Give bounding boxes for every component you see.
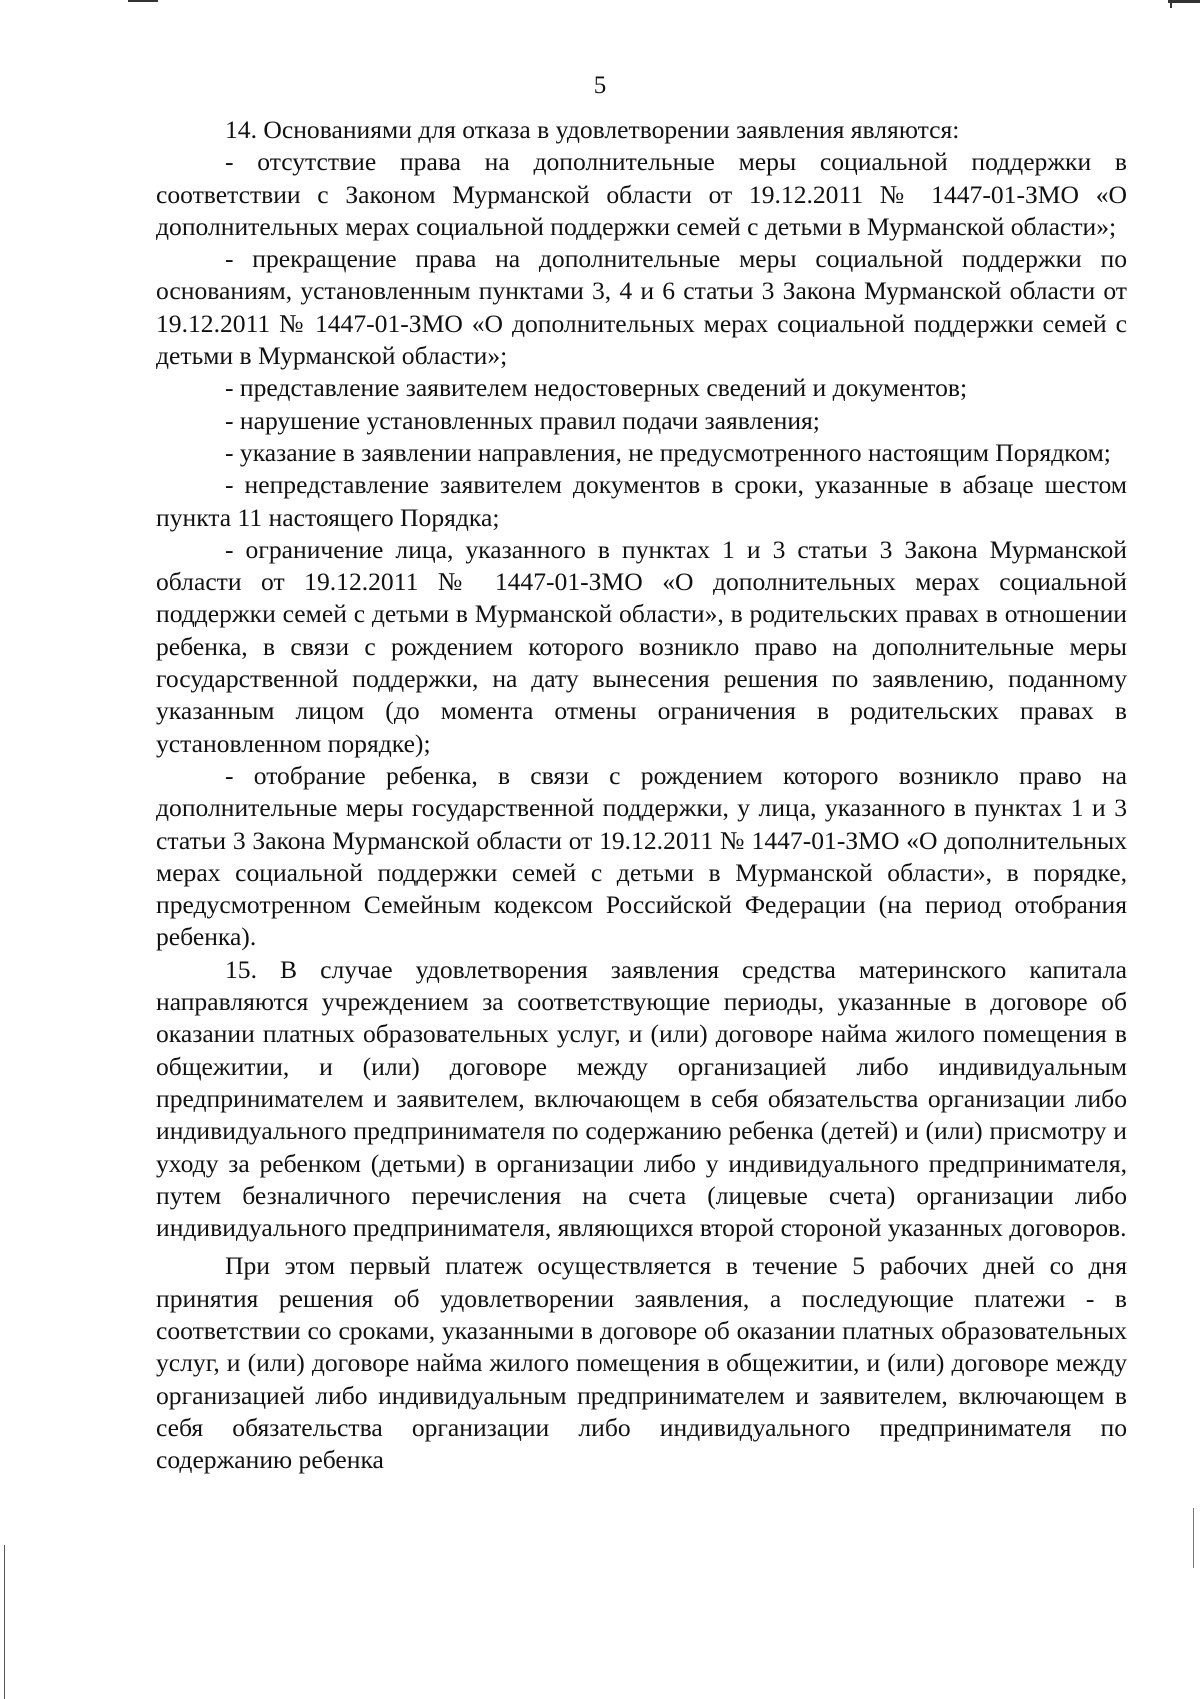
paragraph-list-item: - отобрание ребенка, в связи с рождением которого возникло право на дополнительные меры государственной поддержки, у лица, указанного в пунктах 1 и 3 статьи 3 Закона Мурманской области от 19.12.2011 № 1447-01-ЗМО «О дополнительных мерах социальной поддержки семей с детьми в Мурманской области», в порядке, предусмотренном Семейным кодексом Российской Федерации (на период отобрания ребенка). [156, 760, 1127, 952]
paragraph-list-item: - представление заявителем недостоверных сведений и документов; [225, 373, 968, 403]
paragraph-list-item: - отсутствие права на дополнительные меры социальной поддержки в соответствии с Законом Мурманской области от 19.12.2011 № 1447-01-ЗМО «О дополнительных мерах социальной поддержки семей с детьми в Мурманской области»; [156, 147, 1127, 241]
paragraph-list-item: - непредставление заявителем документов в сроки, указанные в абзаце шестом пункта 11 настоящего Порядка; [156, 470, 1127, 532]
paragraph-clause-15: 15. В случае удовлетворения заявления средства материнского капитала направляются учреждением за соответствующие периоды, указанные в договоре об оказании платных образовательных услуг, и (или) договоре найма жилого помещения в общежитии, и (или) договоре между организацией либо индивидуальным предпринимателем и заявителем, включающем в себя обязательства организации либо индивидуального предпринимателя по содержанию ребенка (детей) и (или) присмотру и уходу за ребенком (детьми) в организации либо у индивидуального предпринимателя, путем безналичного перечисления на счета (лицевые счета) организации либо индивидуального предпринимателя, являющихся второй стороной указанных договоров. [156, 954, 1127, 1243]
page-number: 5 [593, 72, 607, 99]
document-body [156, 114, 1127, 1476]
scan-edge-mark [1170, 0, 1172, 8]
paragraph-clause-14-heading: 14. Основаниями для отказа в удовлетворении заявления являются: [225, 115, 960, 144]
paragraph-list-item: - ограничение лица, указанного в пунктах 1 и 3 статьи 3 Закона Мурманской области от 19.12.2011 № 1447-01-ЗМО «О дополнительных мерах социальной поддержки семей с детьми в Мурманской области», в родительских правах в отношении ребенка, в связи с рождением которого возникло право на дополнительные меры государственной поддержки, на дату вынесения решения по заявлению, поданному указанным лицом (до момента отмены ограничения в родительских правах в установленном порядке); [156, 534, 1127, 758]
paragraph-list-item: - прекращение права на дополнительные меры социальной поддержки по основаниям, установленным пунктами 3, 4 и 6 статьи 3 Закона Мурманской области от 19.12.2011 № 1447-01-ЗМО «О дополнительных мерах социальной поддержки семей с детьми в Мурманской области»; [156, 244, 1127, 371]
scan-edge-mark [1168, 0, 1200, 3]
paragraph-list-item: - нарушение установленных правил подачи заявления; [225, 405, 820, 435]
scan-edge-mark [4, 1545, 5, 1699]
scan-edge-mark [1193, 1508, 1194, 1568]
paragraph-list-item: - указание в заявлении направления, не предусмотренного настоящим Порядком; [225, 437, 1111, 467]
scan-edge-mark [128, 0, 158, 2]
paragraph-payment-terms: При этом первый платеж осуществляется в течение 5 рабочих дней со дня принятия решения об удовлетворении заявления, а последующие платежи - в соответствии со сроками, указанными в договоре об оказании платных образовательных услуг, и (или) договоре найма жилого помещения в общежитии, и (или) договоре между организацией либо индивидуальным предпринимателем и заявителем, включающем в себя обязательства организации либо индивидуального предпринимателя по содержанию ребенка [156, 1251, 1127, 1475]
